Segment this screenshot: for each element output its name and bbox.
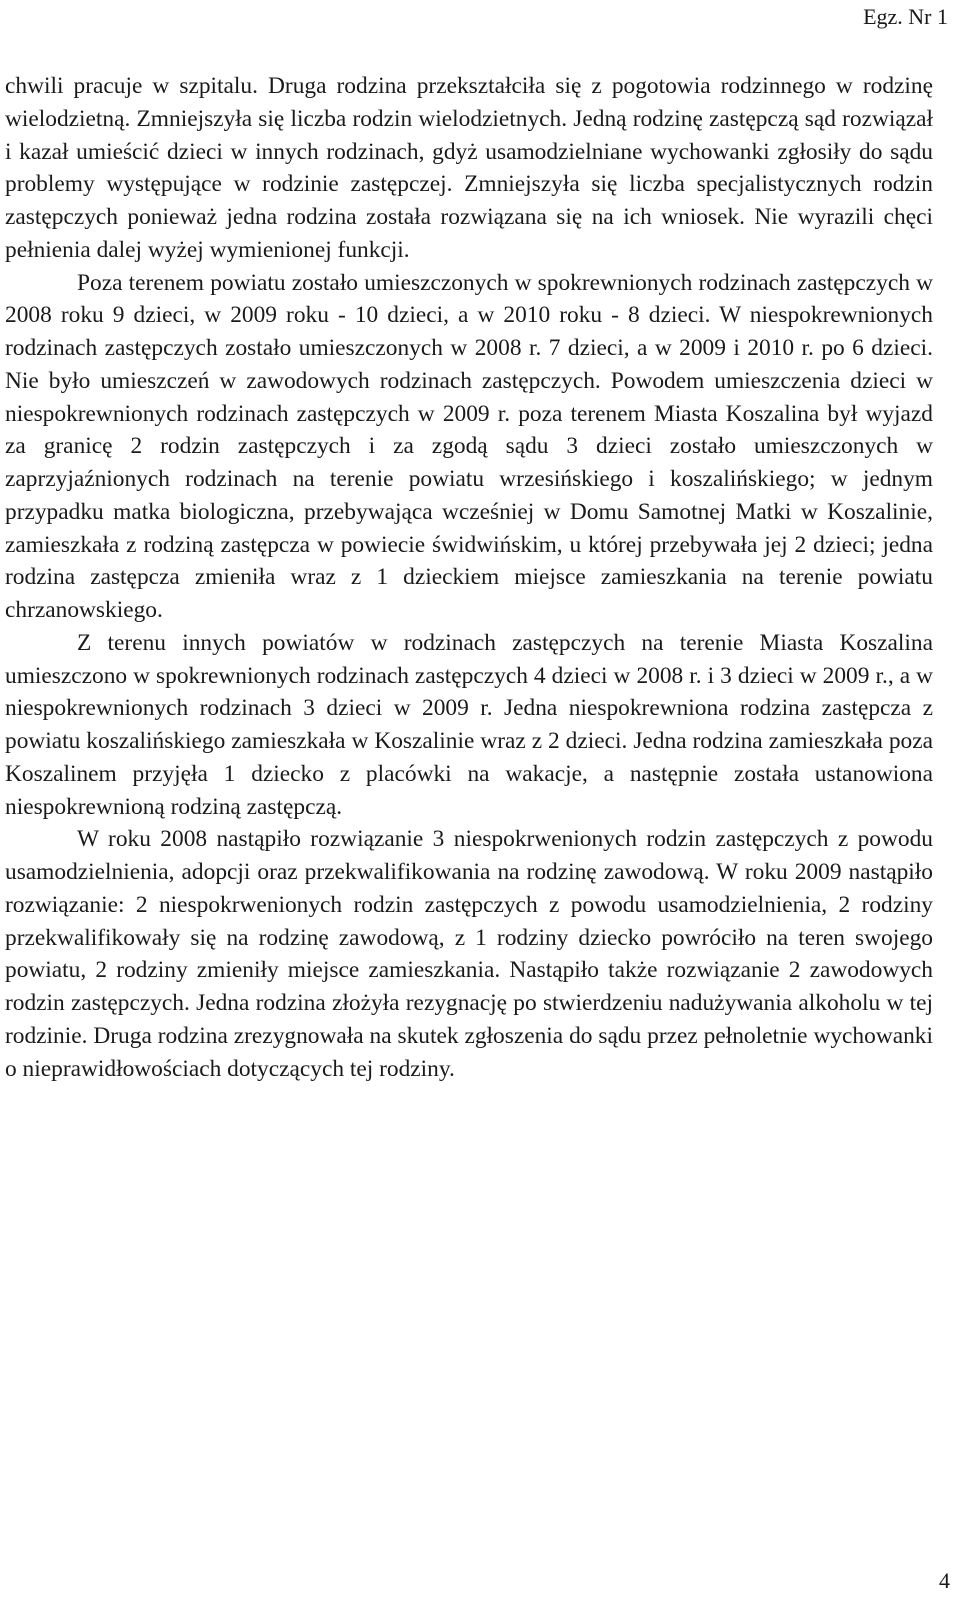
document-body bbox=[5, 70, 933, 1085]
paragraph-4: W roku 2008 nastąpiło rozwiązanie 3 niespokrwenionych rodzin zastępczych z powodu usamodzielnienia, adopcji oraz przekwalifikowania na rodzinę zawodową. W roku 2009 nastąpiło rozwiązanie: 2 niespokrwenionych rodzin zastępczych z powodu usamodzielnienia, 2 rodziny przekwalifikowały się na rodzinę zawodową, z 1 rodziny dziecko powróciło na teren swojego powiatu, 2 rodziny zmieniły miejsce zamieszkania. Nastąpiło także rozwiązanie 2 zawodowych rodzin zastępczych. Jedna rodzina złożyła rezygnację po stwierdzeniu nadużywania alkoholu w tej rodzinie. Druga rodzina zrezygnowała na skutek zgłoszenia do sądu przez pełnoletnie wychowanki o nieprawidłowościach dotyczących tej rodziny. bbox=[5, 826, 933, 1082]
paragraph-1: chwili pracuje w szpitalu. Druga rodzina przekształciła się z pogotowia rodzinnego w rodzinę wielodzietną. Zmniejszyła się liczba rodzin wielodzietnych. Jedną rodzinę zastępczą sąd rozwiązał i kazał umieścić dzieci w innych rodzinach, gdyż usamodzielniane wychowanki zgłosiły do sądu problemy występujące w rodzinie zastępczej. Zmniejszyła się liczba specjalistycznych rodzin zastępczych ponieważ jedna rodzina została rozwiązana się na ich wniosek. Nie wyrazili chęci pełnienia dalej wyżej wymienionej funkcji. bbox=[5, 73, 933, 263]
page-number: 4 bbox=[939, 1568, 950, 1593]
paragraph-2: Poza terenem powiatu zostało umieszczonych w spokrewnionych rodzinach zastępczych w 2008 roku 9 dzieci, w 2009 roku - 10 dzieci, a w 2010 roku - 8 dzieci. W niespokrewnionych rodzinach zastępczych zostało umieszczonych w 2008 r. 7 dzieci, a w 2009 i 2010 r. po 6 dzieci. Nie było umieszczeń w zawodowych rodzinach zastępczych. Powodem umieszczenia dzieci w niespokrewnionych rodzinach zastępczych w 2009 r. poza terenem Miasta Koszalina był wyjazd za granicę 2 rodzin zastępczych i za zgodą sądu 3 dzieci zostało umieszczonych w zaprzyjaźnionych rodzinach na terenie powiatu wrzesińskiego i koszalińskiego; w jednym przypadku matka biologiczna, przebywająca wcześniej w Domu Samotnej Matki w Koszalinie, zamieszkała z rodziną zastępcza w powiecie świdwińskim, u której przebywała jej 2 dzieci; jedna rodzina zastępcza zmieniła wraz z 1 dzieckiem miejsce zamieszkania na terenie powiatu chrzanowskiego. bbox=[5, 269, 933, 623]
paragraph-3: Z terenu innych powiatów w rodzinach zastępczych na terenie Miasta Koszalina umieszczono w spokrewnionych rodzinach zastępczych 4 dzieci w 2008 r. i 3 dzieci w 2009 r., a w niespokrewnionych rodzinach 3 dzieci w 2009 r. Jedna niespokrewniona rodzina zastępcza z powiatu koszalińskiego zamieszkała w Koszalinie wraz z 2 dzieci. Jedna rodzina zamieszkała poza Koszalinem przyjęła 1 dziecko z placówki na wakacje, a następnie została ustanowiona niespokrewnioną rodziną zastępczą. bbox=[5, 629, 933, 820]
copy-number-label: Egz. Nr 1 bbox=[863, 4, 948, 29]
